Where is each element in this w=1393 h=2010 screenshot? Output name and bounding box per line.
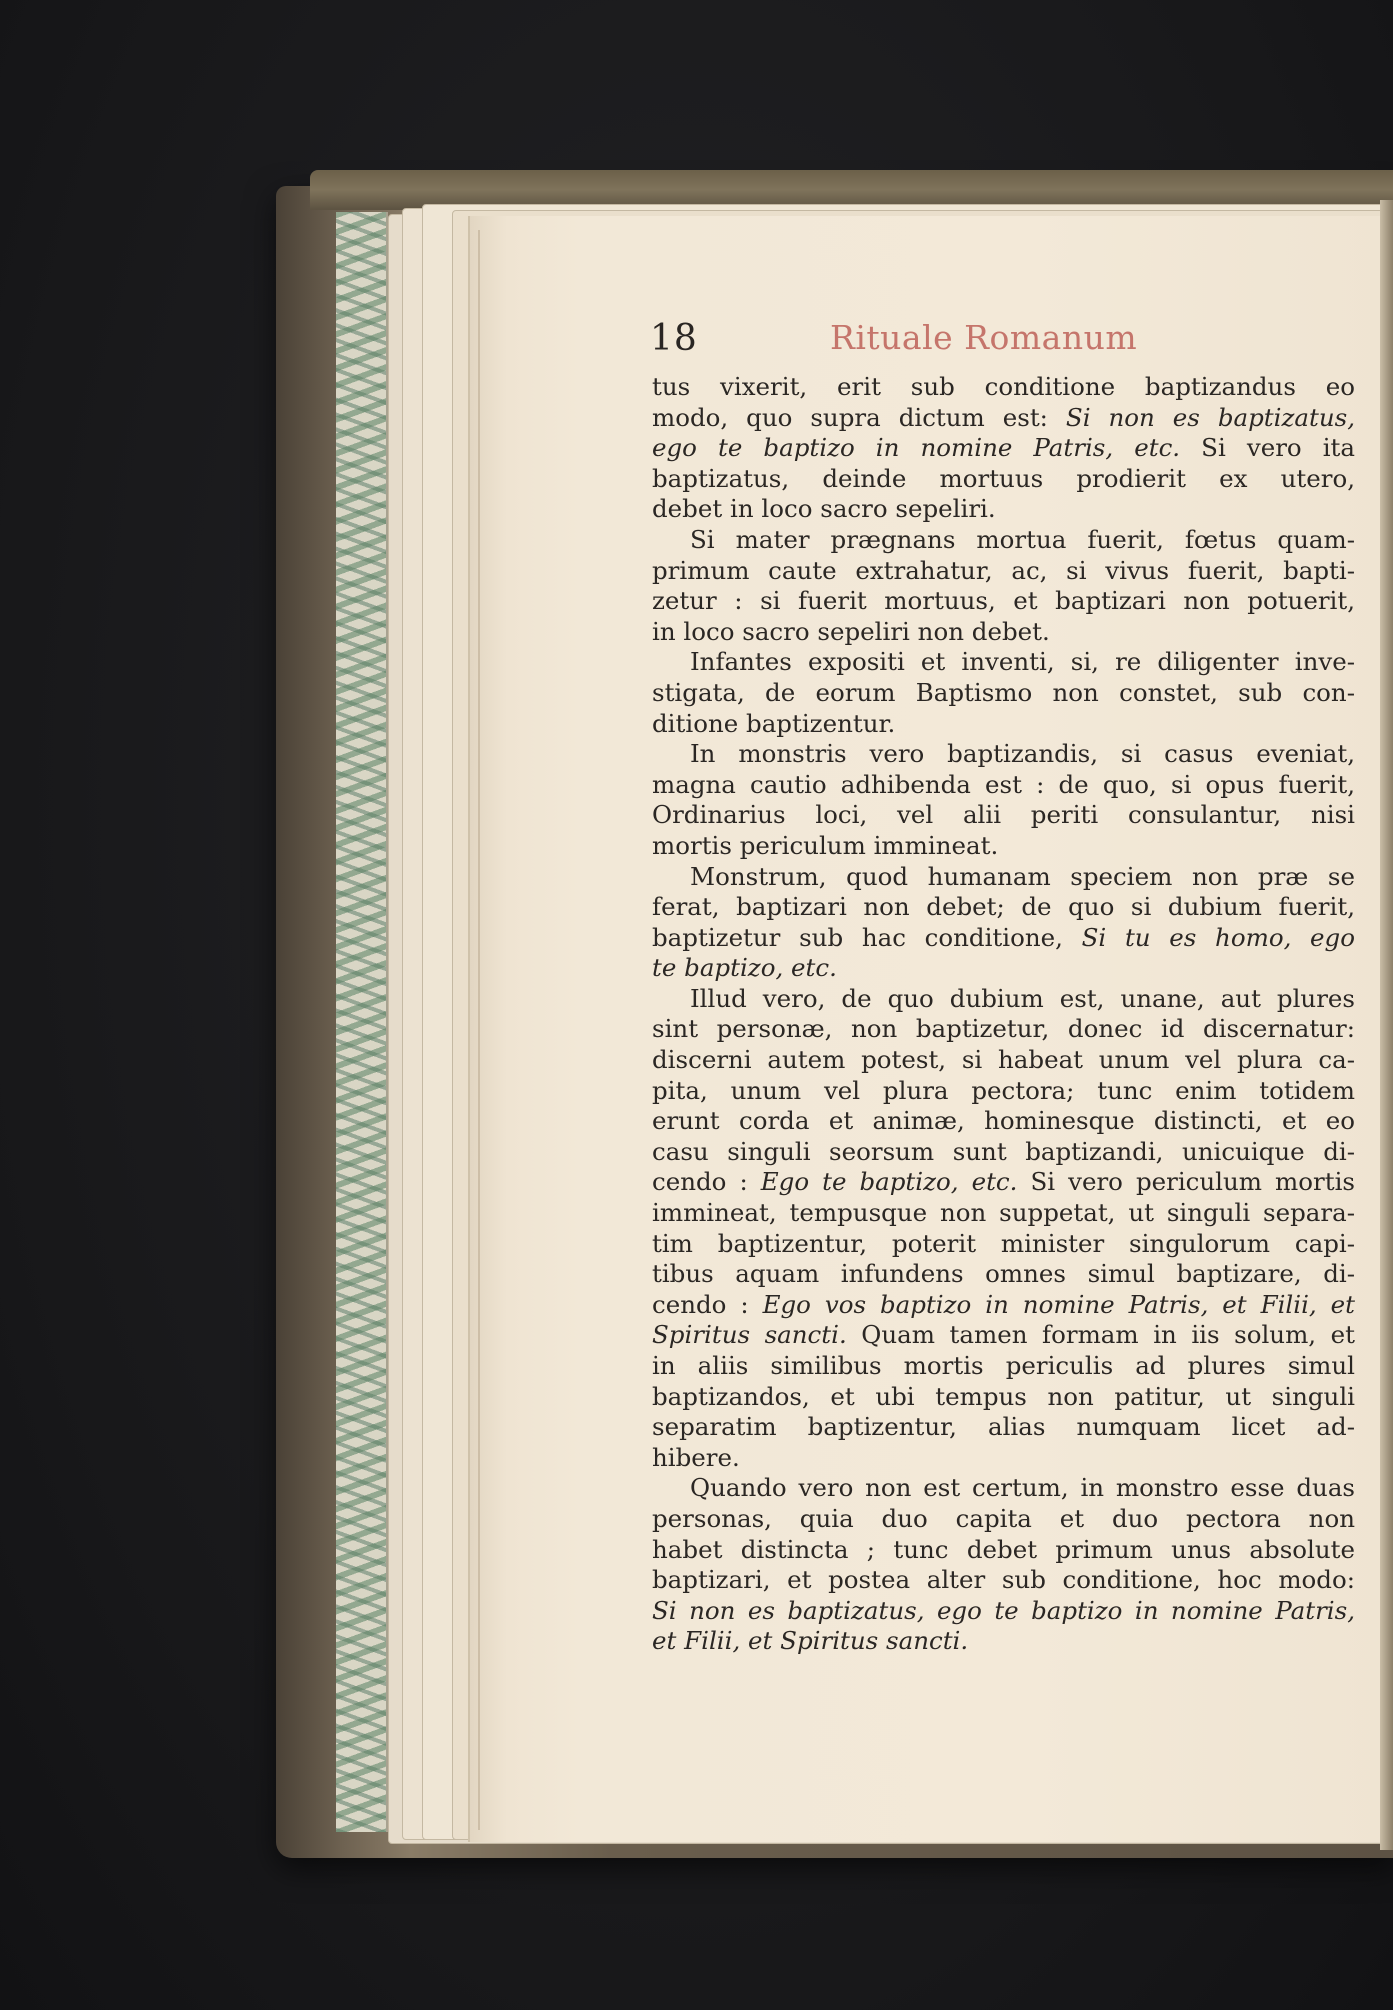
text-run: hibere. (652, 1442, 740, 1472)
text-line (652, 1106, 1355, 1137)
text-run: tim baptizentur, poterit minister singulorum capi- (652, 1228, 1355, 1258)
page-gutter (478, 230, 480, 1830)
text-run: Si vero periculum mortis (1017, 1167, 1356, 1197)
text-line (652, 862, 1355, 893)
decorative-endpaper (336, 212, 388, 1832)
text-run: erunt corda et animæ, hominesque distincti, et eo (652, 1106, 1355, 1136)
text-line (652, 1167, 1355, 1198)
text-run: mortis periculum immineat. (652, 830, 999, 860)
text-line (652, 403, 1355, 434)
text-run: baptizandos, et ubi tempus non patitur, ut singuli (652, 1381, 1355, 1411)
text-line (652, 739, 1355, 770)
text-line (652, 433, 1355, 464)
text-run: habet distincta ; tunc debet primum unus absolute (652, 1534, 1355, 1564)
text-line (652, 678, 1355, 709)
text-run: Quam tamen formam in iis solum, et (846, 1320, 1355, 1350)
page-number: 18 (650, 318, 698, 359)
italic-text-run: te baptizo, etc. (652, 953, 837, 983)
text-line (652, 892, 1355, 923)
text-run: sint personæ, non baptizetur, donec id discernatur: (652, 1014, 1355, 1044)
italic-text-run: Ego vos baptizo in nomine Patris, et Filii, et (762, 1289, 1356, 1319)
text-run: cendo : (652, 1289, 763, 1319)
text-run: magna cautio adhibenda est : de quo, si opus fuerit, (652, 769, 1355, 799)
text-run: zetur : si fuerit mortuus, et baptizari non potuerit, (652, 586, 1355, 616)
text-line (652, 1473, 1355, 1504)
text-run: primum caute extrahatur, ac, si vivus fuerit, bapti- (652, 555, 1355, 585)
text-line (652, 1045, 1355, 1076)
text-run: baptizari, et postea alter sub conditione, hoc modo: (652, 1565, 1355, 1595)
text-line (652, 1596, 1355, 1627)
text-run: ditione baptizentur. (652, 708, 896, 738)
text-run: Quando vero non est certum, in monstro esse duas (690, 1473, 1355, 1503)
page-body-text (652, 372, 1355, 1657)
text-run: discerni autem potest, si habeat unum vel plura ca- (652, 1045, 1355, 1075)
text-line (652, 1382, 1355, 1413)
text-line (652, 1259, 1355, 1290)
text-line (652, 1137, 1355, 1168)
text-line (652, 556, 1355, 587)
text-run: Illud vero, de quo dubium est, unane, aut plures (690, 983, 1355, 1013)
text-line (652, 1198, 1355, 1229)
text-line (652, 525, 1355, 556)
italic-text-run: ego te baptizo in nomine Patris, etc. (652, 433, 1181, 463)
text-line (652, 1351, 1355, 1382)
text-line (652, 647, 1355, 678)
italic-text-run: Spiritus sancti. (652, 1320, 847, 1350)
text-run: modo, quo supra dictum est: (652, 402, 1066, 432)
text-run: Si vero ita (1180, 433, 1356, 463)
text-run: in loco sacro sepeliri non debet. (652, 616, 1050, 646)
text-run: baptizetur sub hac conditione, (652, 922, 1082, 952)
text-line (652, 1290, 1355, 1321)
text-line (652, 1320, 1355, 1351)
text-line (652, 923, 1355, 954)
italic-text-run: Ego te baptizo, etc. (760, 1167, 1018, 1197)
text-line (652, 1504, 1355, 1535)
text-run: stigata, de eorum Baptismo non constet, sub con- (652, 677, 1355, 707)
text-run: Infantes expositi et inventi, si, re diligenter inve- (690, 647, 1355, 677)
text-line (652, 1535, 1355, 1566)
text-run: tus vixerit, erit sub conditione baptizandus eo (652, 372, 1355, 401)
italic-text-run: et Filii, et Spiritus sancti. (652, 1626, 969, 1656)
text-run: Monstrum, quod humanam speciem non præ se (690, 861, 1355, 891)
text-run: cendo : (652, 1167, 761, 1197)
text-run: casu singuli seorsum sunt baptizandi, unicuique di- (652, 1136, 1355, 1166)
text-line (652, 464, 1355, 495)
text-line (652, 984, 1355, 1015)
text-line (652, 494, 1355, 525)
text-line (652, 372, 1355, 403)
text-run: tibus aquam infundens omnes simul baptizare, di- (652, 1259, 1355, 1289)
text-line (652, 1076, 1355, 1107)
text-line (652, 617, 1355, 648)
running-title: Rituale Romanum (830, 318, 1138, 357)
text-run: pita, unum vel plura pectora; tunc enim totidem (652, 1075, 1355, 1105)
text-line (652, 1014, 1355, 1045)
text-run: personas, quia duo capita et duo pectora non (652, 1503, 1355, 1533)
text-run: baptizatus, deinde mortuus prodierit ex utero, (652, 463, 1355, 493)
text-line (652, 709, 1355, 740)
text-run: Ordinarius loci, vel alii periti consulantur, nisi (652, 800, 1355, 830)
text-run: Si mater prægnans mortua fuerit, fœtus quam- (690, 524, 1355, 554)
italic-text-run: Si tu es homo, ego (1081, 922, 1355, 952)
text-line (652, 831, 1355, 862)
text-line (652, 1565, 1355, 1596)
text-run: separatim baptizentur, alias numquam licet ad- (652, 1412, 1355, 1442)
italic-text-run: Si non es baptizatus, (1065, 402, 1355, 432)
text-line (652, 953, 1355, 984)
text-run: immineat, tempusque non suppetat, ut singuli separa- (652, 1198, 1355, 1228)
text-line (652, 1412, 1355, 1443)
text-run: debet in loco sacro sepeliri. (652, 494, 996, 524)
text-line (652, 586, 1355, 617)
page-right-edge (1380, 200, 1393, 1850)
text-line (652, 1443, 1355, 1474)
text-run: ferat, baptizari non debet; de quo si dubium fuerit, (652, 892, 1355, 922)
text-run: in aliis similibus mortis periculis ad plures simul (652, 1351, 1355, 1380)
italic-text-run: Si non es baptizatus, ego te baptizo in nomine Patris, (652, 1595, 1355, 1625)
text-line (652, 1626, 1355, 1657)
text-line (652, 800, 1355, 831)
text-run: In monstris vero baptizandis, si casus eveniat, (690, 739, 1355, 769)
text-line (652, 770, 1355, 801)
text-line (652, 1229, 1355, 1260)
